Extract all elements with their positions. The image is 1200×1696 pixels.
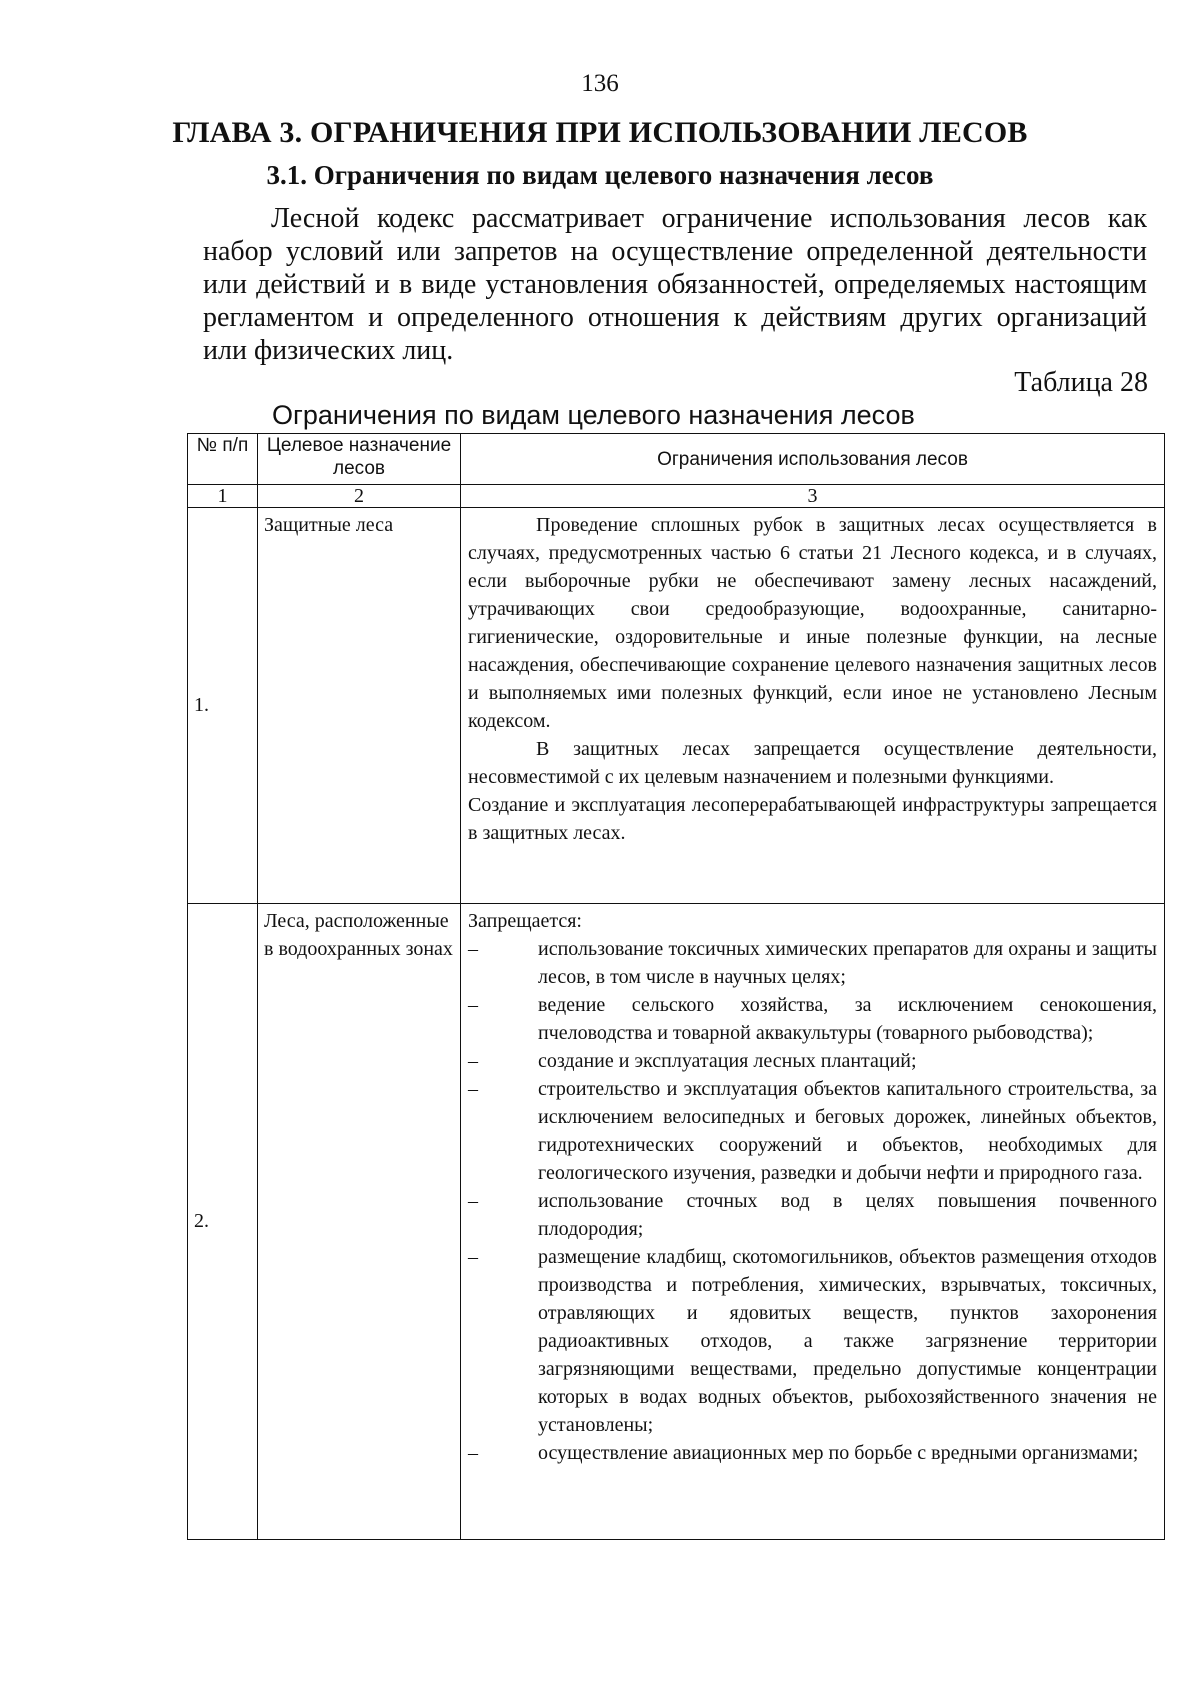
- restriction-paragraph: Проведение сплошных рубок в защитных лесах осуществляется в случаях, предусмотренных частью 6 статьи 21 Лесного кодекса, и в случаях, если выборочные рубки не обеспечивают замену лесных насаждений, утрачивающих свои средообразующие, водоохранные, санитарно-гигиенические, оздоровительные и иные полезные функции, на лесные насаждения, обеспечивающие сохранение целевого назначения защитных лесов и выполняемых ими полезных функций, если иное не установлено Лесным кодексом.: [468, 514, 1157, 732]
- intro-paragraph: Лесной кодекс рассматривает ограничение использования лесов как набор условий или запретов на осуществление определенной деятельности или действий и в виде установления обязанностей, определяемых настоящим регламентом и определенного отношения к действиям других организаций или физических лиц.: [203, 203, 1147, 366]
- restriction-intro: Запрещается:: [468, 910, 582, 932]
- chapter-title: ГЛАВА 3. ОГРАНИЧЕНИЯ ПРИ ИСПОЛЬЗОВАНИИ ЛЕСОВ: [172, 116, 1028, 149]
- list-item-text: строительство и эксплуатация объектов капитального строительства, за исключением велосипедных и беговых дорожек, линейных объектов, гидротехнических сооружений и объектов, необходимых для геологического изучения, разведки и добычи нефти и природного газа.: [538, 1078, 1157, 1184]
- row-number: 1.: [188, 508, 258, 904]
- table-row: [188, 904, 1165, 1540]
- list-item-text: размещение кладбищ, скотомогильников, объектов размещения отходов производства и потребления, химических, взрывчатых, токсичных, отравляющих и ядовитых веществ, пунктов захоронения радиоактивных отходов, а также загрязнение территории загрязняющими веществами, предельно допустимые концентрации которых в водах водных объектов, рыбохозяйственного значения не установлены;: [538, 1246, 1157, 1436]
- list-item: [468, 1075, 1157, 1187]
- dash-bullet: –: [468, 1050, 478, 1072]
- restriction-paragraph: Создание и эксплуатация лесоперерабатывающей инфраструктуры запрещается в защитных лесах.: [468, 794, 1157, 844]
- dash-bullet: –: [468, 1442, 478, 1464]
- header-purpose: Целевое назначение лесов: [258, 434, 461, 485]
- page-number: 136: [581, 70, 619, 97]
- list-item-text: использование токсичных химических препаратов для охраны и защиты лесов, в том числе в научных целях;: [538, 938, 1157, 988]
- column-number-2: 2: [258, 485, 461, 508]
- table-caption: Ограничения по видам целевого назначения лесов: [272, 400, 915, 430]
- table-header-row: [188, 434, 1165, 485]
- header-restrictions: Ограничения использования лесов: [461, 434, 1165, 485]
- row-restrictions: [461, 904, 1165, 1540]
- section-title: 3.1. Ограничения по видам целевого назначения лесов: [266, 160, 934, 190]
- list-item-text: осуществление авиационных мер по борьбе с вредными организмами;: [538, 1442, 1139, 1464]
- list-item: [468, 1047, 1157, 1075]
- column-number-3: 3: [461, 485, 1165, 508]
- list-item: [468, 1439, 1157, 1467]
- dash-bullet: –: [468, 938, 478, 960]
- list-item: [468, 1243, 1157, 1439]
- dash-bullet: –: [468, 1190, 478, 1212]
- restriction-paragraph: В защитных лесах запрещается осуществление деятельности, несовместимой с их целевым назначением и полезными функциями.: [468, 738, 1157, 788]
- list-item: [468, 991, 1157, 1047]
- column-number-1: 1: [188, 485, 258, 508]
- row-purpose: Защитные леса: [258, 508, 461, 904]
- list-item-text: использование сточных вод в целях повышения почвенного плодородия;: [538, 1190, 1157, 1240]
- dash-bullet: –: [468, 994, 478, 1016]
- list-item-text: ведение сельского хозяйства, за исключением сенокошения, пчеловодства и товарной аквакультуры (товарного рыбоводства);: [538, 994, 1157, 1044]
- dash-bullet: –: [468, 1246, 478, 1268]
- table-row: [188, 508, 1165, 904]
- row-number: 2.: [188, 904, 258, 1540]
- list-item: [468, 935, 1157, 991]
- dash-bullet: –: [468, 1078, 478, 1100]
- row-restrictions: [461, 508, 1165, 904]
- row-purpose: Леса, расположенные в водоохранных зонах: [258, 904, 461, 1540]
- header-number: № п/п: [188, 434, 258, 485]
- list-item-text: создание и эксплуатация лесных плантаций;: [538, 1050, 917, 1072]
- table-label: Таблица 28: [1014, 367, 1148, 398]
- list-item: [468, 1187, 1157, 1243]
- column-number-row: [188, 485, 1165, 508]
- restrictions-table: [187, 433, 1165, 1540]
